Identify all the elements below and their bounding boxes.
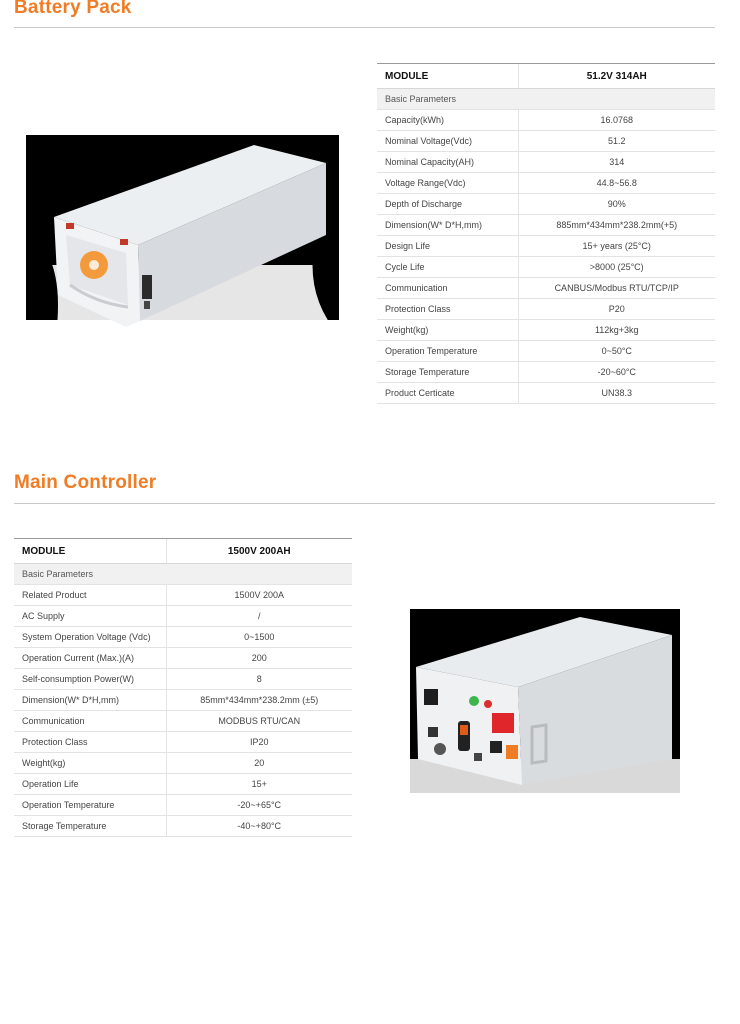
row-label: AC Supply bbox=[14, 606, 166, 627]
row-value: 85mm*434mm*238.2mm (±5) bbox=[166, 690, 352, 711]
row-value: 44.8~56.8 bbox=[518, 173, 715, 194]
row-label: Depth of Discharge bbox=[377, 194, 518, 215]
row-value: 885mm*434mm*238.2mm(+5) bbox=[518, 215, 715, 236]
controller-header-model: 1500V 200AH bbox=[166, 539, 352, 564]
row-label: Communication bbox=[14, 711, 166, 732]
row-value: -20~+65°C bbox=[166, 795, 352, 816]
battery-pack-image bbox=[26, 135, 339, 335]
row-value: 20 bbox=[166, 753, 352, 774]
table-row bbox=[377, 278, 715, 299]
row-label: Dimension(W* D*H,mm) bbox=[14, 690, 166, 711]
controller-group-label: Basic Parameters bbox=[14, 564, 352, 585]
table-row bbox=[377, 236, 715, 257]
table-row bbox=[14, 585, 352, 606]
row-label: Product Certicate bbox=[377, 383, 518, 404]
row-value: 0~50°C bbox=[518, 341, 715, 362]
controller-table-header-row bbox=[14, 539, 352, 564]
table-row bbox=[377, 362, 715, 383]
row-label: Storage Temperature bbox=[377, 362, 518, 383]
row-value: 90% bbox=[518, 194, 715, 215]
row-label: Weight(kg) bbox=[14, 753, 166, 774]
row-label: Storage Temperature bbox=[14, 816, 166, 837]
main-controller-image bbox=[410, 609, 680, 793]
row-label: Nominal Capacity(AH) bbox=[377, 152, 518, 173]
battery-table-header-row bbox=[377, 64, 715, 89]
table-row bbox=[377, 383, 715, 404]
row-label: Self-consumption Power(W) bbox=[14, 669, 166, 690]
row-value: 8 bbox=[166, 669, 352, 690]
table-row bbox=[377, 215, 715, 236]
row-value: 200 bbox=[166, 648, 352, 669]
row-label: System Operation Voltage (Vdc) bbox=[14, 627, 166, 648]
table-row bbox=[377, 299, 715, 320]
row-label: Protection Class bbox=[377, 299, 518, 320]
controller-header-module: MODULE bbox=[14, 539, 166, 564]
row-value: -40~+80°C bbox=[166, 816, 352, 837]
row-value: UN38.3 bbox=[518, 383, 715, 404]
row-label: Operation Life bbox=[14, 774, 166, 795]
table-row bbox=[377, 257, 715, 278]
row-value: P20 bbox=[518, 299, 715, 320]
row-value: >8000 (25°C) bbox=[518, 257, 715, 278]
table-row bbox=[14, 795, 352, 816]
battery-header-module: MODULE bbox=[377, 64, 518, 89]
row-value: 51.2 bbox=[518, 131, 715, 152]
row-label: Nominal Voltage(Vdc) bbox=[377, 131, 518, 152]
row-value: 314 bbox=[518, 152, 715, 173]
controller-spec-table bbox=[14, 538, 352, 837]
battery-section-title: Battery Pack bbox=[14, 0, 132, 18]
row-label: Dimension(W* D*H,mm) bbox=[377, 215, 518, 236]
table-row bbox=[14, 774, 352, 795]
row-label: Operation Temperature bbox=[377, 341, 518, 362]
table-row bbox=[377, 131, 715, 152]
controller-table-group-row bbox=[14, 564, 352, 585]
table-row bbox=[14, 648, 352, 669]
row-value: 0~1500 bbox=[166, 627, 352, 648]
controller-section-title: Main Controller bbox=[14, 472, 157, 493]
row-label: Capacity(kWh) bbox=[377, 110, 518, 131]
battery-group-label: Basic Parameters bbox=[377, 89, 715, 110]
table-row bbox=[14, 816, 352, 837]
table-row bbox=[377, 173, 715, 194]
row-value: MODBUS RTU/CAN bbox=[166, 711, 352, 732]
row-value: 15+ bbox=[166, 774, 352, 795]
table-row bbox=[14, 711, 352, 732]
row-label: Related Product bbox=[14, 585, 166, 606]
table-row bbox=[377, 341, 715, 362]
row-label: Voltage Range(Vdc) bbox=[377, 173, 518, 194]
row-label: Protection Class bbox=[14, 732, 166, 753]
row-value: -20~60°C bbox=[518, 362, 715, 383]
battery-header-model: 51.2V 314AH bbox=[518, 64, 715, 89]
battery-section-divider bbox=[14, 27, 715, 28]
battery-spec-table bbox=[377, 63, 715, 404]
table-row bbox=[377, 152, 715, 173]
row-value: 16.0768 bbox=[518, 110, 715, 131]
controller-section-divider bbox=[14, 503, 715, 504]
row-value: 15+ years (25°C) bbox=[518, 236, 715, 257]
table-row bbox=[377, 320, 715, 341]
row-value: 112kg+3kg bbox=[518, 320, 715, 341]
row-label: Weight(kg) bbox=[377, 320, 518, 341]
battery-table-group-row bbox=[377, 89, 715, 110]
table-row bbox=[14, 627, 352, 648]
row-label: Communication bbox=[377, 278, 518, 299]
row-label: Design Life bbox=[377, 236, 518, 257]
table-row bbox=[14, 732, 352, 753]
row-value: IP20 bbox=[166, 732, 352, 753]
row-value: / bbox=[166, 606, 352, 627]
table-row bbox=[14, 606, 352, 627]
table-row bbox=[14, 669, 352, 690]
table-row bbox=[377, 194, 715, 215]
row-value: 1500V 200A bbox=[166, 585, 352, 606]
row-value: CANBUS/Modbus RTU/TCP/IP bbox=[518, 278, 715, 299]
table-row bbox=[377, 110, 715, 131]
row-label: Cycle Life bbox=[377, 257, 518, 278]
table-row bbox=[14, 690, 352, 711]
row-label: Operation Current (Max.)(A) bbox=[14, 648, 166, 669]
table-row bbox=[14, 753, 352, 774]
row-label: Operation Temperature bbox=[14, 795, 166, 816]
